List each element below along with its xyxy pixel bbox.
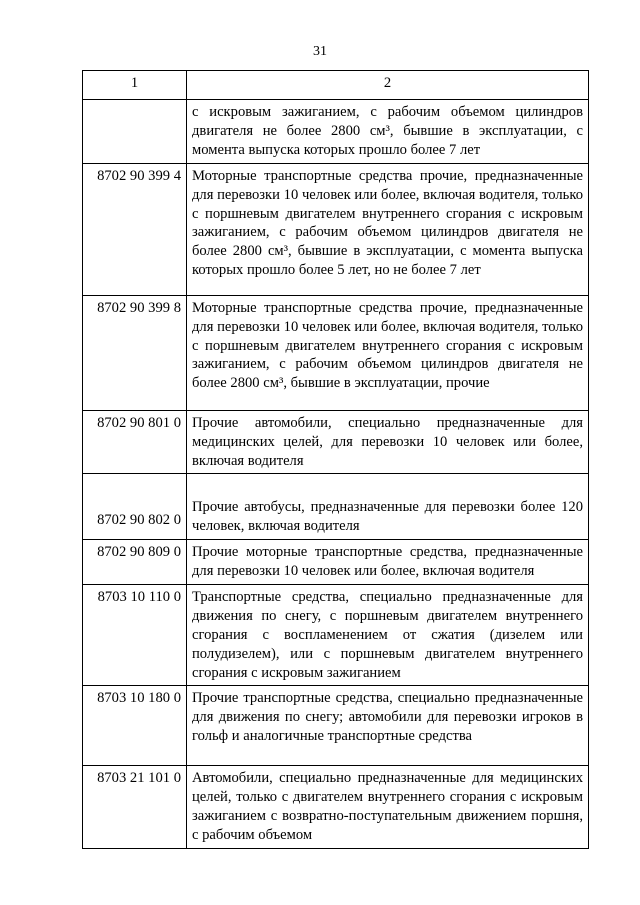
row-code <box>83 100 187 164</box>
row-description: Прочие автомобили, специально предназначенные для медицинских целей, для перевозки 10 человек или более, включая водителя <box>187 411 589 474</box>
row-code: 8703 10 180 0 <box>83 686 187 766</box>
table-row <box>83 686 589 766</box>
row-description: Автомобили, специально предназначенные для медицинских целей, только с двигателем внутреннего сгорания с искровым зажиганием с возвратно-поступательным движением поршня, с рабочим объемом <box>187 766 589 848</box>
row-description: Прочие автобусы, предназначенные для перевозки более 120 человек, включая водителя <box>187 474 589 540</box>
table-row <box>83 766 589 848</box>
table-header-row <box>83 71 589 100</box>
row-code: 8703 21 101 0 <box>83 766 187 848</box>
table-row <box>83 100 589 164</box>
row-code: 8703 10 110 0 <box>83 585 187 686</box>
row-description: Моторные транспортные средства прочие, предназначенные для перевозки 10 человек или более, включая водителя, только с поршневым двигателем внутреннего сгорания с искровым зажиганием, с рабочим объемом цилиндров двигателя не более 2800 см³, бывшие в эксплуатации, прочие <box>187 296 589 411</box>
row-code: 8702 90 801 0 <box>83 411 187 474</box>
row-description: Прочие моторные транспортные средства, предназначенные для перевозки 10 человек или более, включая водителя <box>187 540 589 585</box>
row-code: 8702 90 802 0 <box>83 474 187 540</box>
row-description: с искровым зажиганием, с рабочим объемом цилиндров двигателя не более 2800 см³, бывшие в эксплуатации, с момента выпуска которых прошло более 7 лет <box>187 100 589 164</box>
table-row <box>83 540 589 585</box>
row-code: 8702 90 399 8 <box>83 296 187 411</box>
row-code: 8702 90 809 0 <box>83 540 187 585</box>
row-code: 8702 90 399 4 <box>83 164 187 296</box>
table-row <box>83 296 589 411</box>
row-description: Транспортные средства, специально предназначенные для движения по снегу, с поршневым двигателем внутреннего сгорания с воспламенением от сжатия (дизелем или полудизелем), или с поршневым двигателем внутреннего сгорания с искровым зажиганием <box>187 585 589 686</box>
row-description: Моторные транспортные средства прочие, предназначенные для перевозки 10 человек или более, включая водителя, только с поршневым двигателем внутреннего сгорания с искровым зажиганием, с рабочим объемом цилиндров двигателя не более 2800 см³, бывшие в эксплуатации, с момента выпуска которых прошло более 5 лет, но не более 7 лет <box>187 164 589 296</box>
row-description: Прочие транспортные средства, специально предназначенные для движения по снегу; автомобили для перевозки игроков в гольф и аналогичные транспортные средства <box>187 686 589 766</box>
page-number: 31 <box>313 44 327 59</box>
column-header-code: 1 <box>83 71 187 100</box>
table-row <box>83 585 589 686</box>
column-header-description: 2 <box>187 71 589 100</box>
table-row <box>83 164 589 296</box>
tariff-table <box>82 70 589 849</box>
table-row <box>83 411 589 474</box>
table-row <box>83 474 589 540</box>
